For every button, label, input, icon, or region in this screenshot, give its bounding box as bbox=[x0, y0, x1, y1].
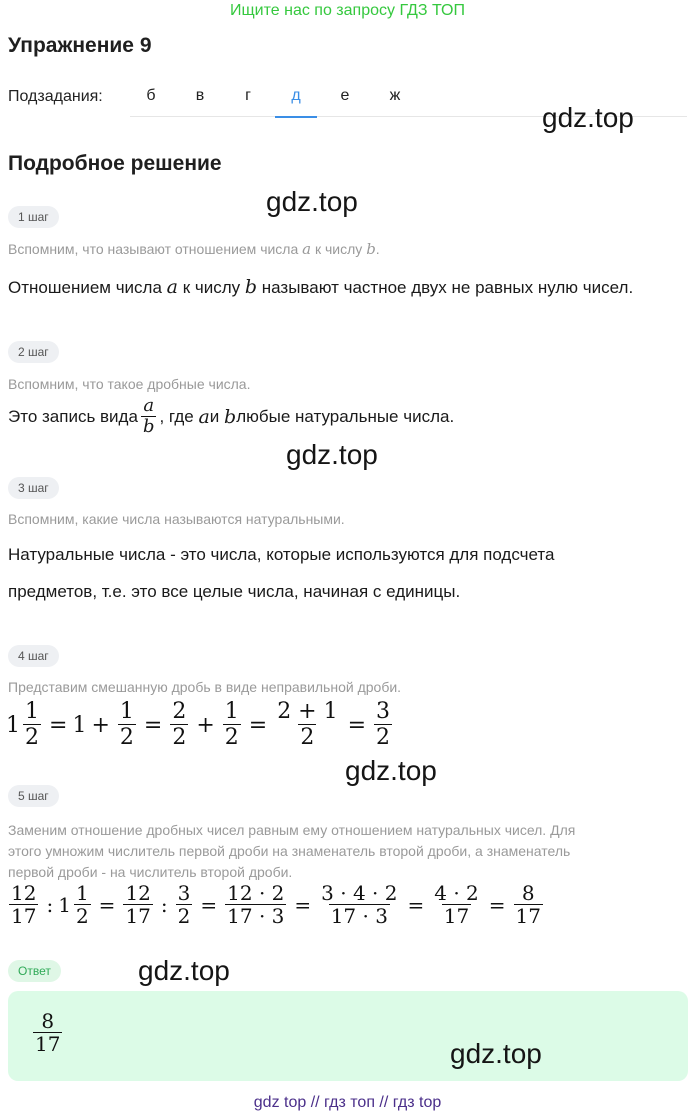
fraction bbox=[9, 882, 38, 928]
fraction bbox=[118, 700, 136, 750]
hint-text: Вспомним, что называют отношением числа bbox=[8, 241, 303, 257]
colon-sign: : bbox=[160, 893, 168, 917]
hint-text: . bbox=[375, 241, 380, 257]
hint-text: к числу bbox=[311, 241, 367, 257]
equals-sign: = bbox=[49, 712, 68, 738]
subtask-tab-v[interactable]: в bbox=[195, 87, 205, 104]
denominator: 17 bbox=[11, 904, 37, 928]
equals-sign: = bbox=[248, 712, 268, 738]
step-4-hint: Представим смешанную дробь в виде неправильной дроби. bbox=[8, 679, 402, 695]
colon-sign: : bbox=[46, 893, 54, 917]
equals-sign: = bbox=[143, 712, 163, 738]
numerator: 1 bbox=[119, 699, 134, 724]
hint-line: Заменим отношение дробных чисел равным ему отношением натуральных чисел. Для bbox=[8, 822, 576, 838]
numerator: 4 · 2 bbox=[434, 881, 479, 905]
body-text: к числу bbox=[177, 278, 245, 297]
fraction bbox=[23, 700, 41, 750]
numerator: 3 · 4 · 2 bbox=[321, 881, 398, 905]
numerator: 12 bbox=[125, 881, 151, 905]
search-banner: Ищите нас по запросу ГДЗ ТОП bbox=[230, 2, 465, 19]
equals-sign: = bbox=[347, 712, 367, 738]
body-text: называют частное двух не равных нулю чисел. bbox=[257, 278, 634, 297]
step-5-hint bbox=[8, 820, 575, 883]
fraction bbox=[74, 882, 91, 928]
answer-box bbox=[8, 991, 688, 1081]
watermark: gdz.top bbox=[345, 755, 437, 786]
numerator: 12 bbox=[11, 881, 37, 905]
solution-title: Подробное решение bbox=[8, 152, 222, 175]
denominator: 2 bbox=[376, 725, 391, 751]
footer-links[interactable]: gdz top // гдз топ // гдз top bbox=[253, 1094, 442, 1111]
body-text: любые натуральные числа. bbox=[236, 406, 455, 426]
plus-sign: + bbox=[196, 712, 215, 738]
numerator: 2 + 1 bbox=[277, 699, 338, 724]
equals-sign: = bbox=[488, 893, 506, 917]
equals-sign: = bbox=[98, 893, 116, 917]
var-a: a bbox=[198, 405, 210, 428]
subtask-tab-g[interactable]: г bbox=[245, 87, 251, 104]
var-a: a bbox=[302, 240, 312, 258]
numerator: 1 bbox=[75, 881, 89, 905]
mixed-whole: 1 bbox=[6, 712, 20, 738]
step-2-text bbox=[8, 396, 454, 437]
fraction bbox=[432, 882, 481, 928]
denominator: 17 · 3 bbox=[227, 904, 285, 928]
subtask-tab-b[interactable]: б bbox=[146, 87, 156, 104]
equals-sign: = bbox=[294, 893, 312, 917]
equals-sign: = bbox=[407, 893, 425, 917]
body-text: Это запись вида bbox=[8, 406, 138, 426]
var-b: b bbox=[366, 240, 376, 258]
denominator: 2 bbox=[224, 725, 239, 751]
numerator: 1 bbox=[224, 699, 239, 724]
body-text: Отношением числа bbox=[8, 278, 167, 297]
fraction bbox=[170, 700, 188, 750]
answer-badge: Ответ bbox=[8, 960, 61, 982]
denominator: 2 bbox=[172, 725, 187, 751]
subtask-tab-zh[interactable]: ж bbox=[389, 87, 401, 104]
subtasks-label: Подзадания: bbox=[8, 88, 103, 105]
fraction bbox=[223, 700, 241, 750]
step-badge-1: 1 шаг bbox=[8, 206, 59, 228]
fraction-a-over-b bbox=[141, 396, 157, 437]
numerator: 2 bbox=[172, 699, 187, 724]
numerator: 3 bbox=[177, 881, 191, 905]
var-b: b bbox=[224, 405, 237, 428]
denominator: 17 bbox=[35, 1032, 61, 1056]
hint-line: первой дроби - на числитель второй дроби. bbox=[8, 864, 293, 880]
subtask-tab-e[interactable]: е bbox=[340, 87, 350, 104]
denominator: 17 · 3 bbox=[330, 904, 388, 928]
answer-fraction bbox=[33, 1010, 62, 1056]
fraction bbox=[514, 882, 543, 928]
mixed-whole: 1 bbox=[58, 893, 71, 917]
step-1-text bbox=[8, 276, 633, 298]
denominator: 2 bbox=[25, 725, 39, 751]
watermark: gdz.top bbox=[266, 186, 358, 217]
fraction bbox=[225, 882, 286, 928]
step-3-hint: Вспомним, какие числа называются натуральными. bbox=[8, 511, 345, 527]
step-badge-5: 5 шаг bbox=[8, 785, 59, 807]
term: 1 bbox=[72, 712, 87, 738]
numerator: 12 · 2 bbox=[227, 881, 285, 905]
step-badge-3: 3 шаг bbox=[8, 477, 59, 499]
step-3-text-line2: предметов, т.е. это все целые числа, начиная с единицы. bbox=[8, 582, 461, 601]
denominator: 2 bbox=[119, 725, 134, 751]
fraction bbox=[123, 882, 152, 928]
subtask-tab-d-active[interactable]: д bbox=[275, 87, 317, 105]
body-text: , где bbox=[159, 406, 194, 426]
plus-sign: + bbox=[91, 712, 110, 738]
fraction bbox=[319, 882, 399, 928]
step-5-formula bbox=[6, 882, 546, 928]
var-b: b bbox=[244, 276, 258, 298]
numerator: 8 bbox=[41, 1009, 55, 1033]
denominator: 2 bbox=[75, 904, 89, 928]
numerator: 3 bbox=[376, 699, 391, 724]
denominator: 17 bbox=[515, 904, 541, 928]
body-text: и bbox=[209, 406, 220, 426]
step-1-hint bbox=[8, 240, 380, 258]
watermark: gdz.top bbox=[450, 1038, 542, 1069]
exercise-title: Упражнение 9 bbox=[8, 34, 152, 57]
fraction bbox=[176, 882, 193, 928]
watermark: gdz.top bbox=[542, 102, 634, 133]
denominator: 17 bbox=[125, 904, 151, 928]
numerator: 1 bbox=[25, 699, 39, 724]
watermark: gdz.top bbox=[138, 955, 230, 986]
denominator: 17 bbox=[443, 904, 470, 928]
fraction bbox=[374, 700, 392, 750]
step-3-text-line1: Натуральные числа - это числа, которые используются для подсчета bbox=[8, 545, 555, 564]
step-4-formula bbox=[6, 700, 395, 750]
var-a: a bbox=[166, 276, 178, 298]
numerator: 8 bbox=[521, 881, 535, 905]
fraction bbox=[275, 700, 339, 750]
hint-line: этого умножим числитель первой дроби на знаменатель второй дроби, а знаменатель bbox=[8, 843, 571, 859]
denominator: b bbox=[142, 415, 155, 437]
step-badge-2: 2 шаг bbox=[8, 341, 59, 363]
equals-sign: = bbox=[200, 893, 218, 917]
numerator: a bbox=[143, 395, 155, 416]
step-2-hint: Вспомним, что такое дробные числа. bbox=[8, 376, 251, 392]
step-badge-4: 4 шаг bbox=[8, 645, 59, 667]
denominator: 2 bbox=[300, 725, 315, 751]
watermark: gdz.top bbox=[286, 439, 378, 470]
answer-value bbox=[30, 1010, 65, 1056]
denominator: 2 bbox=[177, 904, 191, 928]
